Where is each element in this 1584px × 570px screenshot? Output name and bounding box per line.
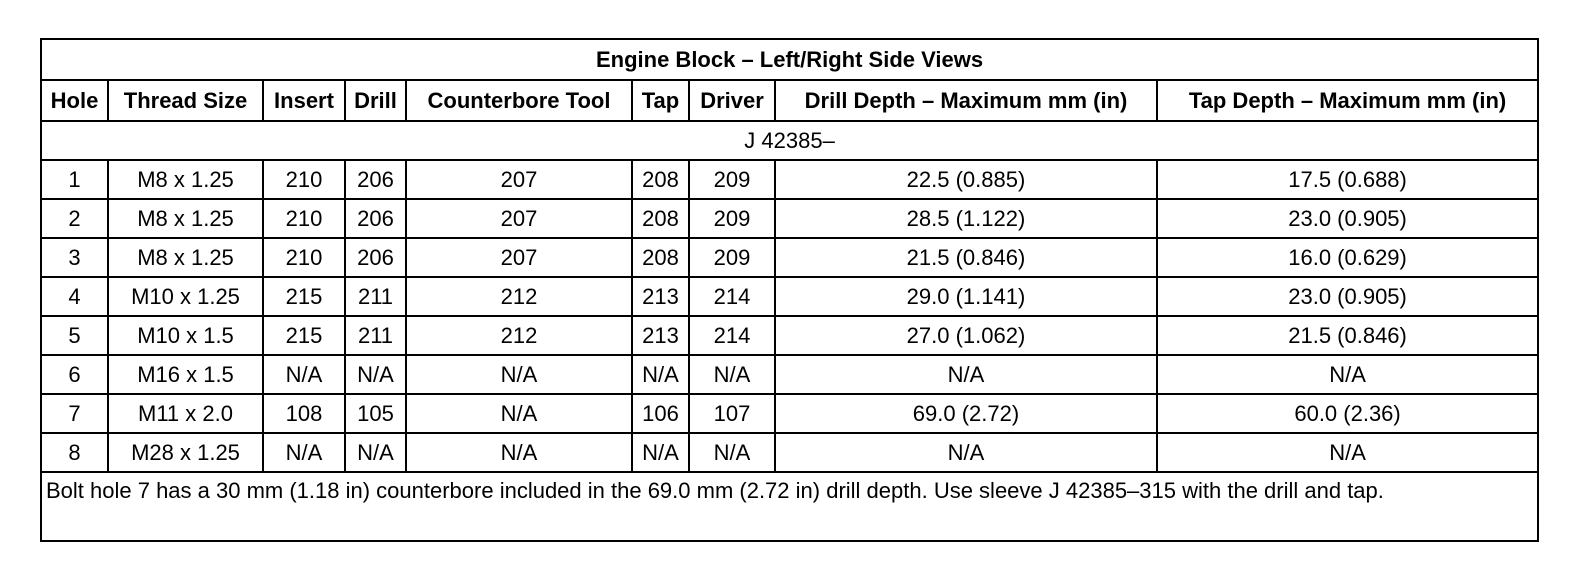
cell-counterbore-tool: 212	[406, 316, 632, 355]
cell-driver: 107	[689, 394, 775, 433]
cell-drill-depth: 28.5 (1.122)	[775, 199, 1157, 238]
cell-drill: 105	[345, 394, 406, 433]
cell-drill-depth: 29.0 (1.141)	[775, 277, 1157, 316]
cell-tap-depth: 23.0 (0.905)	[1157, 199, 1538, 238]
header-drill-depth: Drill Depth – Maximum mm (in)	[775, 80, 1157, 121]
cell-drill: N/A	[345, 433, 406, 472]
table-row	[41, 199, 1538, 238]
header-counterbore-tool: Counterbore Tool	[406, 80, 632, 121]
cell-counterbore-tool: 212	[406, 277, 632, 316]
cell-thread-size: M10 x 1.5	[108, 316, 263, 355]
cell-counterbore-tool: 207	[406, 199, 632, 238]
cell-tap-depth: 23.0 (0.905)	[1157, 277, 1538, 316]
cell-driver: 209	[689, 199, 775, 238]
cell-thread-size: M11 x 2.0	[108, 394, 263, 433]
cell-insert: 210	[263, 238, 345, 277]
cell-insert: 215	[263, 316, 345, 355]
cell-tap: 213	[632, 277, 689, 316]
cell-drill: 206	[345, 199, 406, 238]
cell-thread-size: M28 x 1.25	[108, 433, 263, 472]
cell-drill: 206	[345, 160, 406, 199]
header-tap: Tap	[632, 80, 689, 121]
table-row	[41, 160, 1538, 199]
cell-tap: N/A	[632, 433, 689, 472]
table-body	[41, 121, 1538, 472]
cell-tap: 208	[632, 160, 689, 199]
cell-insert: 210	[263, 199, 345, 238]
note-row	[41, 472, 1538, 541]
header-hole: Hole	[41, 80, 108, 121]
cell-hole: 8	[41, 433, 108, 472]
cell-tap-depth: N/A	[1157, 433, 1538, 472]
cell-thread-size: M8 x 1.25	[108, 160, 263, 199]
cell-insert: N/A	[263, 433, 345, 472]
kit-label-row	[41, 121, 1538, 160]
cell-drill-depth: 27.0 (1.062)	[775, 316, 1157, 355]
cell-tap: N/A	[632, 355, 689, 394]
cell-drill-depth: 21.5 (0.846)	[775, 238, 1157, 277]
cell-driver: 209	[689, 160, 775, 199]
cell-drill-depth: 22.5 (0.885)	[775, 160, 1157, 199]
cell-driver: 214	[689, 277, 775, 316]
cell-tap-depth: 21.5 (0.846)	[1157, 316, 1538, 355]
cell-counterbore-tool: 207	[406, 238, 632, 277]
cell-drill-depth: 69.0 (2.72)	[775, 394, 1157, 433]
cell-thread-size: M16 x 1.5	[108, 355, 263, 394]
header-row	[41, 80, 1538, 121]
cell-tap-depth: N/A	[1157, 355, 1538, 394]
header-thread-size: Thread Size	[108, 80, 263, 121]
cell-thread-size: M8 x 1.25	[108, 199, 263, 238]
cell-insert: 210	[263, 160, 345, 199]
engine-block-spec-table	[40, 38, 1539, 542]
table-row	[41, 355, 1538, 394]
cell-hole: 2	[41, 199, 108, 238]
cell-drill-depth: N/A	[775, 355, 1157, 394]
header-tap-depth: Tap Depth – Maximum mm (in)	[1157, 80, 1538, 121]
cell-insert: 108	[263, 394, 345, 433]
cell-hole: 4	[41, 277, 108, 316]
cell-drill: 206	[345, 238, 406, 277]
cell-tap-depth: 17.5 (0.688)	[1157, 160, 1538, 199]
cell-tap: 213	[632, 316, 689, 355]
cell-counterbore-tool: N/A	[406, 355, 632, 394]
table-row	[41, 433, 1538, 472]
cell-tap-depth: 16.0 (0.629)	[1157, 238, 1538, 277]
table-row	[41, 316, 1538, 355]
footnote: Bolt hole 7 has a 30 mm (1.18 in) counterbore included in the 69.0 mm (2.72 in) drill depth. Use sleeve J 42385–315 with the drill and tap.	[41, 472, 1538, 541]
cell-driver: 209	[689, 238, 775, 277]
cell-drill-depth: N/A	[775, 433, 1157, 472]
cell-insert: 215	[263, 277, 345, 316]
cell-drill: N/A	[345, 355, 406, 394]
cell-driver: 214	[689, 316, 775, 355]
cell-tap: 208	[632, 238, 689, 277]
cell-insert: N/A	[263, 355, 345, 394]
cell-thread-size: M8 x 1.25	[108, 238, 263, 277]
cell-hole: 7	[41, 394, 108, 433]
cell-tap-depth: 60.0 (2.36)	[1157, 394, 1538, 433]
cell-tap: 208	[632, 199, 689, 238]
cell-counterbore-tool: 207	[406, 160, 632, 199]
cell-drill: 211	[345, 316, 406, 355]
cell-tap: 106	[632, 394, 689, 433]
table-row	[41, 238, 1538, 277]
cell-hole: 6	[41, 355, 108, 394]
cell-drill: 211	[345, 277, 406, 316]
cell-counterbore-tool: N/A	[406, 433, 632, 472]
title-row	[41, 39, 1538, 80]
cell-driver: N/A	[689, 433, 775, 472]
cell-thread-size: M10 x 1.25	[108, 277, 263, 316]
cell-counterbore-tool: N/A	[406, 394, 632, 433]
header-driver: Driver	[689, 80, 775, 121]
header-drill: Drill	[345, 80, 406, 121]
cell-driver: N/A	[689, 355, 775, 394]
cell-hole: 5	[41, 316, 108, 355]
header-insert: Insert	[263, 80, 345, 121]
table-title: Engine Block – Left/Right Side Views	[41, 39, 1538, 80]
cell-hole: 1	[41, 160, 108, 199]
kit-label: J 42385–	[41, 121, 1538, 160]
table-row	[41, 277, 1538, 316]
cell-hole: 3	[41, 238, 108, 277]
table-row	[41, 394, 1538, 433]
